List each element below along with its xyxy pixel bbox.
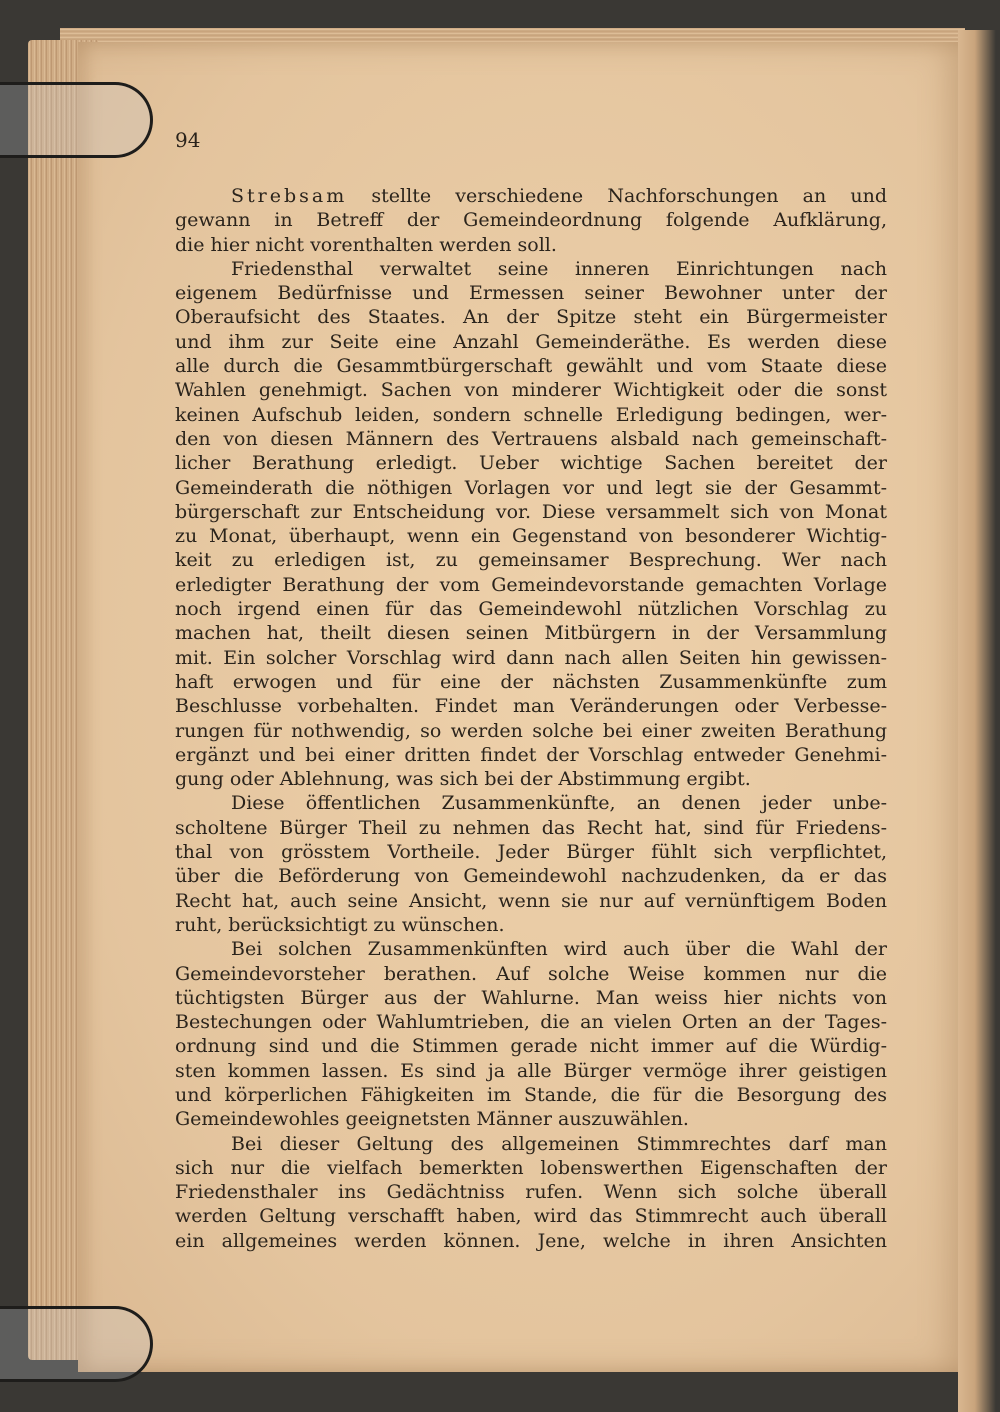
text-line: sich nur die vielfach bemerkten lobenswerthen Eigenschaften der xyxy=(175,1156,887,1179)
text-line: werden Geltung verschafft haben, wird das Stimmrecht auch überall xyxy=(175,1205,887,1228)
text-line: gewann in Betreff der Gemeindeordnung folgende Aufklärung, xyxy=(175,209,887,232)
text-line: noch irgend einen für das Gemeindewohl nützlichen Vorschlag zu xyxy=(175,598,887,621)
text-line: ordnung sind und die Stimmen gerade nicht immer auf die Würdig- xyxy=(175,1035,887,1058)
text-line: und ihm zur Seite eine Anzahl Gemeinderäthe. Es werden diese xyxy=(175,330,887,353)
text-line: über die Beförderung von Gemeindewohl nachzudenken, da er das xyxy=(175,865,887,888)
text-line: zu Monat, überhaupt, wenn ein Gegenstand von besonderer Wichtig- xyxy=(175,525,887,548)
text-line: alle durch die Gesammtbürgerschaft gewählt und vom Staate diese xyxy=(175,355,887,378)
clip-bottom-icon xyxy=(0,1306,153,1382)
text-line: Bei solchen Zusammenkünften wird auch über die Wahl der xyxy=(231,938,887,961)
text-line: gung oder Ablehnung, was sich bei der Abstimmung ergibt. xyxy=(175,768,751,791)
gutter-shadow xyxy=(958,30,1000,1412)
text-line: den von diesen Männern des Vertrauens alsbald nach gemeinschaft- xyxy=(175,427,887,450)
text-line: haft erwogen und für eine der nächsten Zusammenkünfte zum xyxy=(175,670,887,693)
text-line: die hier nicht vorenthalten werden soll. xyxy=(175,233,557,256)
text-line: Friedensthal verwaltet seine inneren Einrichtungen nach xyxy=(231,257,887,280)
text-line: ergänzt und bei einer dritten findet der Vorschlag entweder Genehmi- xyxy=(175,743,887,766)
text-line: licher Berathung erledigt. Ueber wichtige Sachen bereitet der xyxy=(175,452,887,475)
text-line: ein allgemeines werden können. Jene, welche in ihren Ansichten xyxy=(175,1229,887,1252)
text-line: Gemeindevorsteher berathen. Auf solche Weise kommen nur die xyxy=(175,962,887,985)
text-line: keit zu erledigen ist, zu gemeinsamer Besprechung. Wer nach xyxy=(175,549,887,572)
text-line: Oberaufsicht des Staates. An der Spitze steht ein Bürgermeister xyxy=(175,306,887,329)
text-line: Wahlen genehmigt. Sachen von minderer Wichtigkeit oder die sonst xyxy=(175,379,887,402)
text-line: Bei dieser Geltung des allgemeinen Stimmrechtes darf man xyxy=(231,1132,887,1155)
text-line: Diese öffentlichen Zusammenkünfte, an denen jeder unbe- xyxy=(231,792,887,815)
text-line: Gemeindewohles geeignetsten Männer auszuwählen. xyxy=(175,1108,689,1131)
text-line: scholtene Bürger Theil zu nehmen das Recht hat, sind für Friedens- xyxy=(175,816,887,839)
text-line: keinen Aufschub leiden, sondern schnelle Erledigung bedingen, wer- xyxy=(175,403,887,426)
text-line: Bestechungen oder Wahlumtrieben, die an vielen Orten an der Tages- xyxy=(175,1011,887,1034)
text-line: und körperlichen Fähigkeiten im Stande, die für die Besorgung des xyxy=(175,1083,887,1106)
text-line: Beschlusse vorbehalten. Findet man Veränderungen oder Verbesse- xyxy=(175,695,887,718)
clip-top-icon xyxy=(0,82,153,158)
body-text xyxy=(175,184,887,1253)
text-line: Gemeinderath die nöthigen Vorlagen vor und legt sie der Gesammt- xyxy=(175,476,887,499)
text-line: bürgerschaft zur Entscheidung vor. Diese versammelt sich von Monat xyxy=(175,500,887,523)
text-line: rungen für nothwendig, so werden solche bei einer zweiten Berathung xyxy=(175,719,887,742)
text-line: ruht, berücksichtigt zu wünschen. xyxy=(175,913,505,936)
text-line: tüchtigsten Bürger aus der Wahlurne. Man weiss hier nichts von xyxy=(175,986,887,1009)
page-number: 94 xyxy=(175,128,201,152)
text-line: sten kommen lassen. Es sind ja alle Bürger vermöge ihrer geistigen xyxy=(175,1059,887,1082)
text-line: Friedensthaler ins Gedächtniss rufen. Wenn sich solche überall xyxy=(175,1181,887,1204)
text-line: erledigter Berathung der vom Gemeindevorstande gemachten Vorlage xyxy=(175,573,887,596)
text-line: Recht hat, auch seine Ansicht, wenn sie nur auf vernünftigem Boden xyxy=(175,889,887,912)
text-line: mit. Ein solcher Vorschlag wird dann nach allen Seiten hin gewissen- xyxy=(175,646,887,669)
text-line: thal von grösstem Vortheile. Jeder Bürger fühlt sich verpflichtet, xyxy=(175,841,887,864)
text-line: Strebsam stellte verschiedene Nachforschungen an und xyxy=(231,185,887,207)
text-line: machen hat, theilt diesen seinen Mitbürgern in der Versammlung xyxy=(175,622,887,645)
text-line: eigenem Bedürfnisse und Ermessen seiner Bewohner unter der xyxy=(175,282,887,305)
